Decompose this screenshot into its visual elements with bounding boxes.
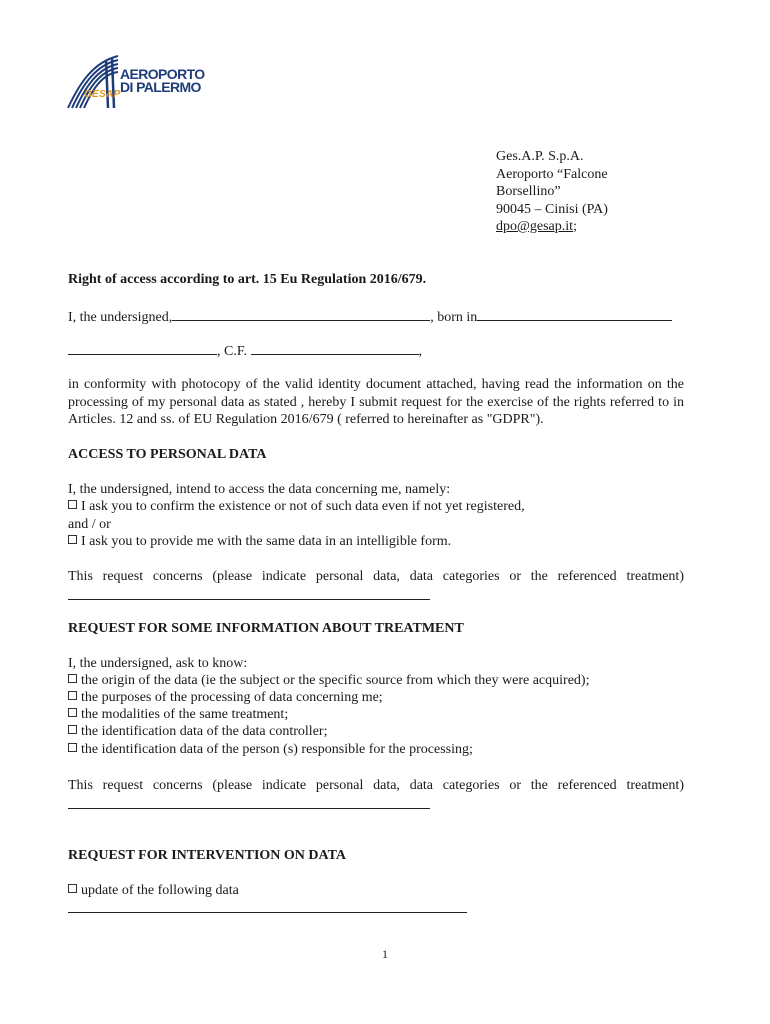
email-suffix: ; — [573, 219, 577, 234]
address-line-2: Aeroporto “Falcone — [496, 166, 608, 182]
access-option-provide-label: I ask you to provide me with the same data in an intelligible form. — [81, 534, 452, 549]
section-intervention-heading: REQUEST FOR INTERVENTION ON DATA — [68, 848, 346, 863]
info-item-controller-label: the identification data of the data controller; — [81, 724, 328, 739]
address-line-4: 90045 – Cinisi (PA) — [496, 201, 608, 217]
birthplace-continued-field[interactable] — [68, 341, 217, 355]
info-item-modalities — [68, 706, 288, 724]
information-concerns-text: This request concerns (please indicate personal data, data categories or the referenced treatment) — [68, 778, 684, 793]
section-information-lead: I, the undersigned, ask to know: — [68, 656, 248, 671]
and-or-text: and / or — [68, 517, 111, 532]
info-item-origin — [68, 672, 589, 690]
name-field[interactable] — [172, 307, 430, 321]
intervention-item-update — [68, 882, 239, 900]
info-item-purposes-label: the purposes of the processing of data concerning me; — [81, 690, 383, 705]
access-concerns-text: This request concerns (please indicate personal data, data categories or the referenced treatment) — [68, 569, 684, 584]
cf-label: , C.F. — [217, 344, 248, 359]
recipient-address — [496, 148, 608, 236]
birthplace-field[interactable] — [477, 307, 672, 321]
checkbox-controller[interactable] — [68, 725, 77, 734]
born-in-label: , born in — [430, 310, 478, 325]
logo-line-1: AEROPORTO — [120, 66, 205, 82]
cf-end-comma: , — [418, 344, 423, 359]
tax-code-field[interactable] — [251, 341, 419, 355]
info-item-origin-label: the origin of the data (ie the subject or the specific source from which they were acquired); — [81, 673, 590, 688]
info-item-modalities-label: the modalities of the same treatment; — [81, 707, 289, 722]
checkbox-provide-data[interactable] — [68, 535, 77, 544]
access-concerns-field[interactable] — [68, 599, 430, 600]
information-concerns-field[interactable] — [68, 808, 430, 809]
cf-line — [68, 341, 422, 361]
checkbox-purposes[interactable] — [68, 691, 77, 700]
checkbox-modalities[interactable] — [68, 708, 77, 717]
checkbox-origin[interactable] — [68, 674, 77, 683]
info-item-responsible — [68, 741, 473, 759]
undersigned-label: I, the undersigned, — [68, 310, 173, 325]
address-line-1: Ges.A.P. S.p.A. — [496, 149, 584, 164]
document-title: Right of access according to art. 15 Eu Regulation 2016/679. — [68, 272, 427, 287]
airport-arch-icon — [66, 52, 126, 112]
section-access-heading: ACCESS TO PERSONAL DATA — [68, 447, 267, 462]
section-information-heading: REQUEST FOR SOME INFORMATION ABOUT TREATMENT — [68, 621, 464, 636]
logo-line-2: DI PALERMO — [120, 79, 201, 95]
address-line-3: Borsellino” — [496, 184, 561, 199]
access-option-provide — [68, 533, 451, 551]
info-item-controller — [68, 723, 327, 741]
intervention-item-update-label: update of the following data — [81, 883, 239, 898]
checkbox-responsible[interactable] — [68, 743, 77, 752]
address-email-line — [496, 218, 608, 236]
update-data-field[interactable] — [68, 912, 467, 913]
section-access-lead: I, the undersigned, intend to access the data concerning me, namely: — [68, 482, 451, 497]
undersigned-line — [68, 307, 672, 327]
dpo-email-link[interactable]: dpo@gesap.it — [496, 219, 574, 234]
checkbox-update-data[interactable] — [68, 884, 77, 893]
access-option-confirm-label: I ask you to confirm the existence or not of such data even if not yet registered, — [81, 499, 525, 514]
access-option-confirm — [68, 498, 525, 516]
intro-paragraph: in conformity with photocopy of the valid identity document attached, having read the information on the processing of my personal data as stated , hereby I submit request for the exercise of the rights referred to in Articles. 12 and ss. of EU Regulation 2016/679 ( referred to hereinafter as "GDPR"). — [68, 377, 684, 427]
logo-gesap: GESAP — [84, 89, 121, 100]
page-number: 1 — [382, 947, 388, 961]
info-item-purposes — [68, 689, 383, 707]
checkbox-confirm-existence[interactable] — [68, 500, 77, 509]
aeroporto-palermo-logo — [66, 52, 216, 112]
info-item-responsible-label: the identification data of the person (s) responsible for the processing; — [81, 742, 473, 757]
